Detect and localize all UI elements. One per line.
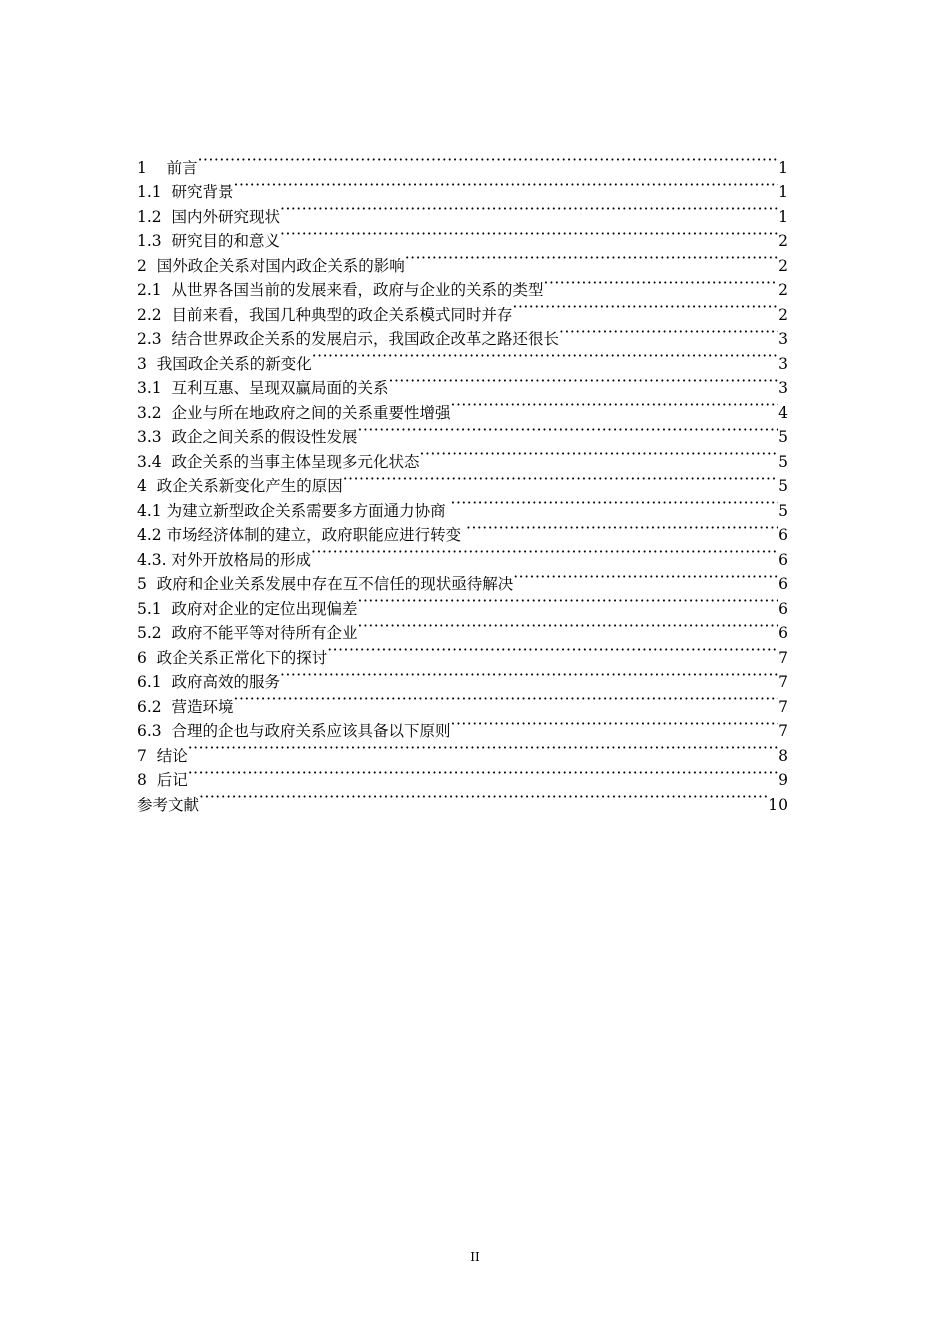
toc-entry-title: 研究目的和意义	[171, 232, 281, 250]
toc-entry-number: 2.2	[137, 305, 162, 324]
toc-entry-page: 6	[778, 599, 788, 618]
toc-leader-dots	[405, 246, 778, 271]
toc-entry-gap	[147, 646, 157, 671]
toc-entry-page: 4	[778, 403, 788, 422]
toc-entry-title: 为建立新型政企关系需要多方面通力协商	[166, 501, 451, 520]
toc-entry-title: 参考文献	[137, 795, 200, 814]
toc-entry-page: 6	[778, 526, 788, 544]
toc-leader-dots	[188, 736, 778, 761]
toc-entry-title: 政府对企业的定位出现偏差	[171, 599, 358, 618]
toc-entry-number: 4.1	[137, 501, 162, 520]
toc-entry-title: 政府不能平等对待所有企业	[171, 624, 358, 642]
toc-entry-gap	[162, 695, 172, 720]
toc-entry-gap	[162, 327, 172, 352]
toc-leader-dots	[327, 638, 778, 663]
toc-entry-title: 政企关系新变化产生的原因	[156, 477, 343, 495]
toc-entry-page: 2	[778, 232, 788, 250]
toc-entry[interactable]	[137, 712, 788, 740]
toc-entry[interactable]	[137, 736, 788, 765]
toc-entry-number: 3	[137, 354, 147, 373]
toc-entry-number: 2.3	[137, 330, 162, 348]
toc-entry-gap	[147, 768, 157, 793]
toc-entry-page: 7	[778, 648, 788, 667]
toc-entry-page: 2	[778, 305, 788, 324]
toc-entry-number: 7	[137, 746, 147, 765]
toc-entry-gap	[147, 744, 157, 769]
toc-leader-dots	[280, 222, 778, 247]
toc-entry-title: 结合世界政企关系的发展启示，我国政企改革之路还很长	[171, 330, 560, 348]
toc-entry-title: 市场经济体制的建立，政府职能应进行转变	[166, 526, 467, 544]
toc-leader-dots	[234, 173, 779, 198]
toc-entry-title: 前言	[166, 158, 198, 177]
toc-entry-number: 4.2	[137, 526, 162, 544]
toc-entry-page: 1	[778, 158, 788, 177]
toc-leader-dots	[513, 565, 778, 590]
toc-entry-title: 结论	[156, 746, 188, 765]
toc-entry-gap	[162, 597, 172, 622]
toc-entry-gap	[162, 229, 172, 254]
toc-leader-dots	[358, 589, 779, 614]
toc-entry-page: 3	[778, 330, 788, 348]
toc-entry-number: 4	[137, 477, 147, 495]
toc-leader-dots	[451, 491, 779, 516]
toc-entry-number: 5.2	[137, 624, 162, 642]
toc-entry-number: 1.3	[137, 232, 162, 250]
toc-entry-number: 3.2	[137, 403, 162, 422]
toc-leader-dots	[280, 663, 778, 688]
toc-entry-gap	[162, 719, 172, 744]
toc-entry-gap	[162, 278, 172, 303]
toc-entry-title: 政府高效的服务	[171, 673, 281, 691]
toc-entry-gap	[162, 303, 172, 328]
toc-entry-page: 8	[778, 746, 788, 765]
toc-entry-number: 1.2	[137, 207, 162, 226]
toc-entry-title: 互利互惠、呈现双赢局面的关系	[171, 379, 389, 397]
toc-entry-title: 营造环境	[171, 697, 234, 716]
toc-entry-gap	[162, 425, 172, 450]
toc-entry-page: 3	[778, 379, 788, 397]
toc-entry-number: 2	[137, 256, 147, 275]
toc-leader-dots	[280, 197, 778, 222]
toc-entry-number: 2.1	[137, 281, 162, 299]
toc-entry-page: 5	[778, 428, 788, 446]
toc-entry-title: 政府和企业关系发展中存在互不信任的现状亟待解决	[156, 575, 514, 593]
toc-entry-number: 8	[137, 771, 147, 789]
toc-entry-title: 政企关系正常化下的探讨	[156, 648, 328, 667]
toc-entry-gap	[147, 156, 167, 181]
toc-leader-dots	[311, 540, 778, 565]
toc-entry-page: 10	[768, 795, 788, 814]
toc-entry-number: 6.2	[137, 697, 162, 716]
toc-leader-dots	[358, 418, 779, 443]
toc-entry-page: 5	[778, 477, 788, 495]
toc-entry-gap	[162, 205, 172, 230]
toc-entry-number: 3.4	[137, 452, 162, 471]
toc-entry-gap	[147, 352, 157, 377]
toc-leader-dots	[199, 785, 768, 810]
toc-leader-dots	[198, 148, 779, 173]
toc-leader-dots	[513, 295, 779, 320]
toc-entry[interactable]	[137, 785, 788, 814]
toc-entry-page: 7	[778, 697, 788, 716]
toc-leader-dots	[343, 467, 778, 492]
toc-entry-title: 研究背景	[171, 183, 234, 201]
toc-entry-page: 5	[778, 501, 788, 520]
page-number: II	[470, 1250, 480, 1264]
toc-entry[interactable]	[137, 197, 788, 226]
toc-entry-gap	[147, 572, 157, 597]
toc-entry-gap	[147, 474, 157, 499]
toc-entry-title: 政企之间关系的假设性发展	[171, 428, 358, 446]
toc-entry-page: 6	[778, 624, 788, 642]
toc-entry-title: 政企关系的当事主体呈现多元化状态	[171, 452, 420, 471]
toc-entry-title: 国外政企关系对国内政企关系的影响	[156, 256, 405, 275]
toc-entry[interactable]	[137, 761, 788, 789]
toc-leader-dots	[358, 614, 779, 639]
toc-entry-gap	[162, 450, 172, 475]
toc-entry-number: 6.3	[137, 722, 162, 740]
toc-entry-title: 从世界各国当前的发展来看，政府与企业的关系的类型	[171, 281, 544, 299]
toc-entry[interactable]	[137, 148, 788, 177]
toc-leader-dots	[544, 271, 779, 296]
toc-entry-title: 企业与所在地政府之间的关系重要性增强	[171, 403, 451, 422]
toc-entry[interactable]	[137, 687, 788, 716]
toc-entry-page: 2	[778, 256, 788, 275]
toc-leader-dots	[559, 320, 778, 345]
toc-entry-number: 3.3	[137, 428, 162, 446]
toc-entry-gap	[162, 401, 172, 426]
toc-leader-dots	[420, 442, 779, 467]
table-of-contents	[137, 148, 788, 814]
toc-entry-page: 7	[778, 673, 788, 691]
toc-leader-dots	[451, 393, 779, 418]
toc-entry-gap	[162, 670, 172, 695]
toc-entry-page: 1	[778, 207, 788, 226]
toc-entry-gap	[147, 254, 157, 279]
toc-entry-title: 我国政企关系的新变化	[156, 354, 312, 373]
toc-entry-page: 6	[778, 550, 788, 569]
toc-leader-dots	[466, 516, 778, 541]
toc-entry-number: 1.1	[137, 183, 162, 201]
toc-leader-dots	[451, 712, 779, 737]
toc-entry-title: 后记	[156, 771, 188, 789]
toc-entry-number: 4.3.	[137, 550, 167, 569]
toc-entry-number: 5.1	[137, 599, 162, 618]
toc-leader-dots	[312, 344, 778, 369]
toc-entry-title: 国内外研究现状	[171, 207, 281, 226]
toc-entry-page: 2	[778, 281, 788, 299]
toc-entry-number: 6	[137, 648, 147, 667]
toc-entry[interactable]	[137, 173, 788, 201]
toc-entry-page: 9	[778, 771, 788, 789]
toc-entry-page: 5	[778, 452, 788, 471]
toc-entry-page: 3	[778, 354, 788, 373]
toc-leader-dots	[188, 761, 778, 786]
toc-entry-number: 1	[137, 158, 147, 177]
toc-leader-dots	[389, 369, 779, 394]
toc-entry-gap	[162, 376, 172, 401]
toc-entry-page: 7	[778, 722, 788, 740]
toc-entry-number: 3.1	[137, 379, 162, 397]
toc-entry-page: 6	[778, 575, 788, 593]
toc-entry-title: 合理的企也与政府关系应该具备以下原则	[171, 722, 451, 740]
toc-entry-gap	[162, 621, 172, 646]
toc-entry-number: 5	[137, 575, 147, 593]
toc-entry-title: 目前来看，我国几种典型的政企关系模式同时并存	[171, 305, 513, 324]
toc-entry-title: 对外开放格局的形成	[171, 550, 312, 569]
toc-entry-number: 6.1	[137, 673, 162, 691]
toc-leader-dots	[234, 687, 779, 712]
toc-entry-page: 1	[778, 183, 788, 201]
toc-entry-gap	[162, 180, 172, 205]
